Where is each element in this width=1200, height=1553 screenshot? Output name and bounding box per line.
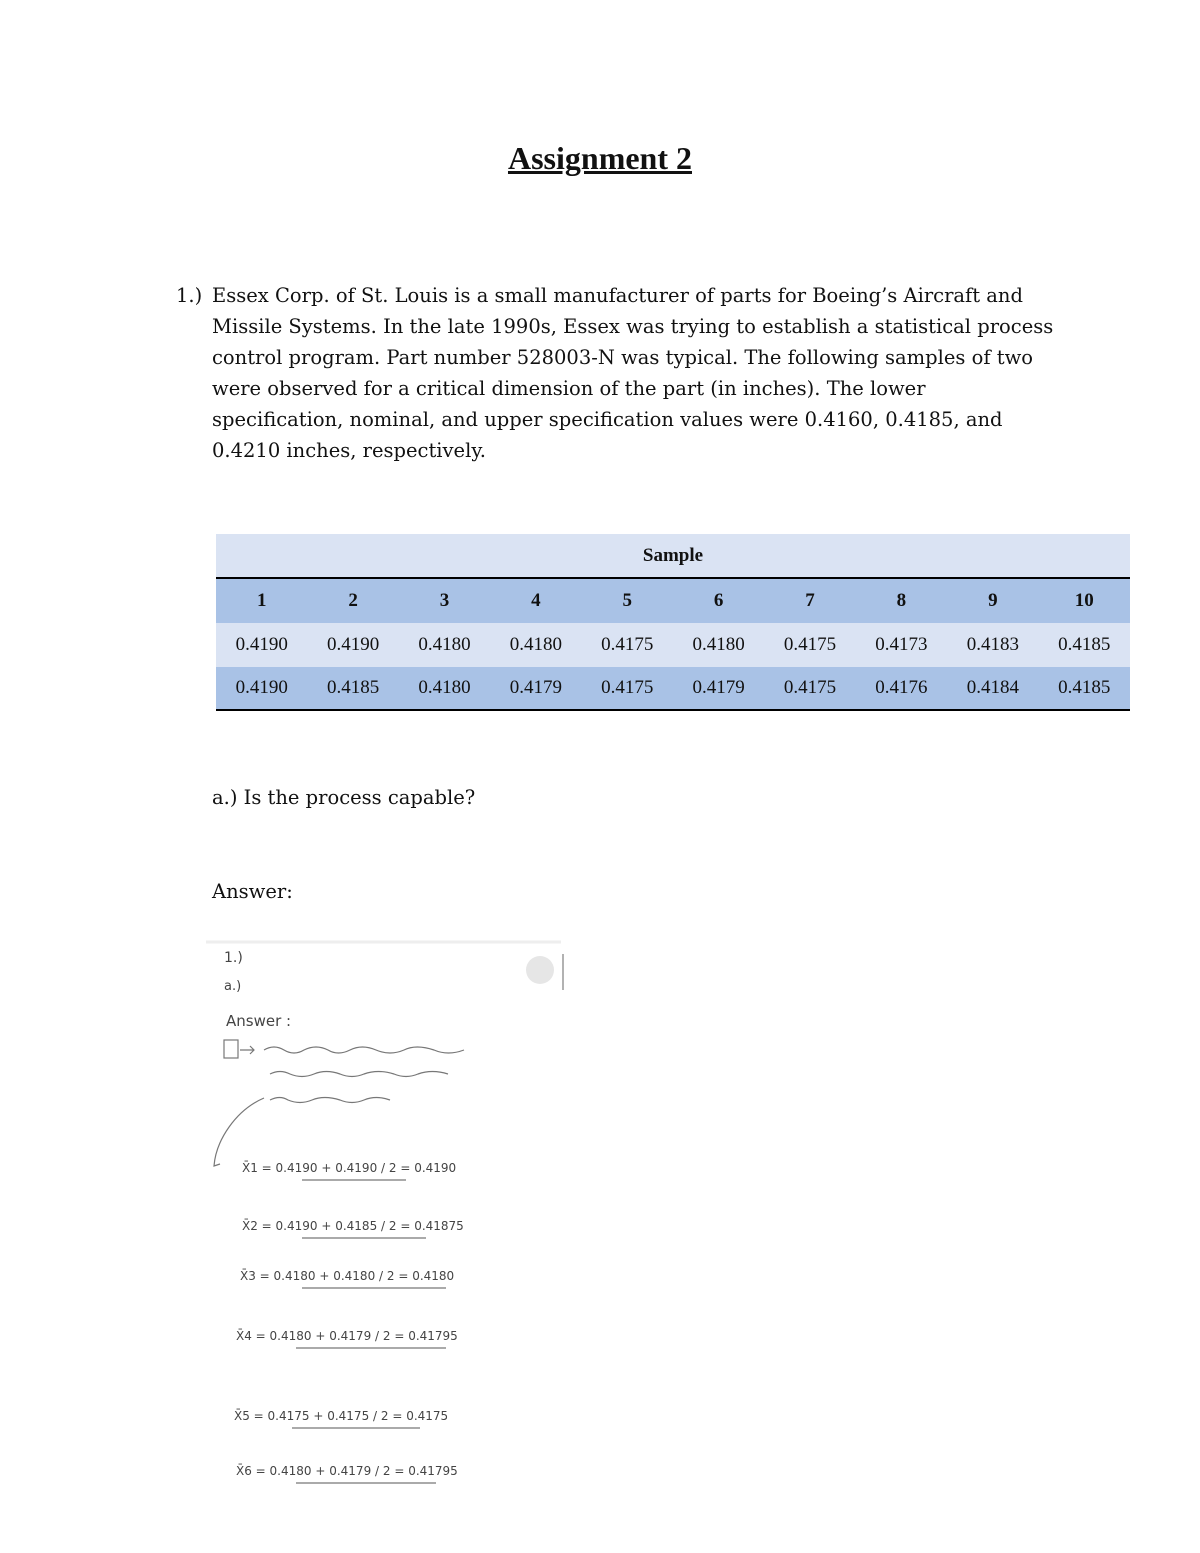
table-cell: 0.4183 <box>947 623 1038 667</box>
handwritten-answer-image <box>206 940 566 1520</box>
table-row <box>216 667 1130 710</box>
handwritten-line: X̄3 = 0.4180 + 0.4180 / 2 = 0.4180 <box>240 1269 455 1283</box>
question-number: 1.) <box>176 284 203 307</box>
table-cell: 0.4179 <box>673 667 764 710</box>
handwritten-line: X̄5 = 0.4175 + 0.4175 / 2 = 0.4175 <box>234 1409 449 1423</box>
table-cell: 6 <box>673 578 764 623</box>
handwritten-line: a.) <box>224 979 242 994</box>
table-cell: 5 <box>582 578 673 623</box>
table-cell: 9 <box>947 578 1038 623</box>
table-row <box>216 623 1130 667</box>
question-block <box>176 280 1056 466</box>
table-cell: 0.4185 <box>1039 623 1130 667</box>
table-cell: 0.4184 <box>947 667 1038 710</box>
table-cell: 0.4190 <box>307 623 398 667</box>
handwritten-line: Answer : <box>226 1012 292 1030</box>
handwritten-notes <box>206 940 566 1520</box>
table-cell: 2 <box>307 578 398 623</box>
table-header-cell: Sample <box>216 534 1130 578</box>
table-cell: 4 <box>490 578 581 623</box>
table-cell: 0.4180 <box>399 667 490 710</box>
table-cell: 0.4173 <box>856 623 947 667</box>
answer-label: Answer: <box>212 880 293 903</box>
handwritten-line: X̄2 = 0.4190 + 0.4185 / 2 = 0.41875 <box>242 1219 464 1233</box>
table-cell: 10 <box>1039 578 1130 623</box>
handwritten-line: X̄4 = 0.4180 + 0.4179 / 2 = 0.41795 <box>236 1329 458 1343</box>
table-cell: 0.4175 <box>764 667 855 710</box>
table-cell: 0.4176 <box>856 667 947 710</box>
table-cell: 0.4185 <box>1039 667 1130 710</box>
scroll-button-icon <box>526 956 554 984</box>
handwritten-line: 1.) <box>224 950 243 966</box>
table-cell: 3 <box>399 578 490 623</box>
sample-index-row <box>216 578 1130 623</box>
page-title: Assignment 2 <box>507 140 692 176</box>
table-cell: 0.4180 <box>490 623 581 667</box>
table-cell: 0.4175 <box>764 623 855 667</box>
table-header-row <box>216 534 1130 578</box>
table-cell: 1 <box>216 578 307 623</box>
table-cell: 0.4190 <box>216 667 307 710</box>
table-cell: 0.4185 <box>307 667 398 710</box>
sample-table <box>216 534 1130 711</box>
table-cell: 0.4175 <box>582 667 673 710</box>
table-cell: 0.4180 <box>399 623 490 667</box>
table-cell: 0.4179 <box>490 667 581 710</box>
handwritten-line: X̄6 = 0.4180 + 0.4179 / 2 = 0.41795 <box>236 1464 458 1478</box>
sub-question: a.) Is the process capable? <box>212 786 476 809</box>
table-cell: 7 <box>764 578 855 623</box>
table-cell: 8 <box>856 578 947 623</box>
question-text: Essex Corp. of St. Louis is a small manufacturer of parts for Boeing’s Aircraft and Missile Systems. In the late 1990s, Essex was trying to establish a statistical process control program. Part number 528003-N was typical. The following samples of two were observed for a critical dimension of the part (in inches). The lower specification, nominal, and upper specification values were 0.4160, 0.4185, and 0.4210 inches, respectively. <box>212 284 1054 462</box>
handwritten-line: X̄1 = 0.4190 + 0.4190 / 2 = 0.4190 <box>242 1161 457 1175</box>
table-cell: 0.4180 <box>673 623 764 667</box>
table-cell: 0.4190 <box>216 623 307 667</box>
table-cell: 0.4175 <box>582 623 673 667</box>
